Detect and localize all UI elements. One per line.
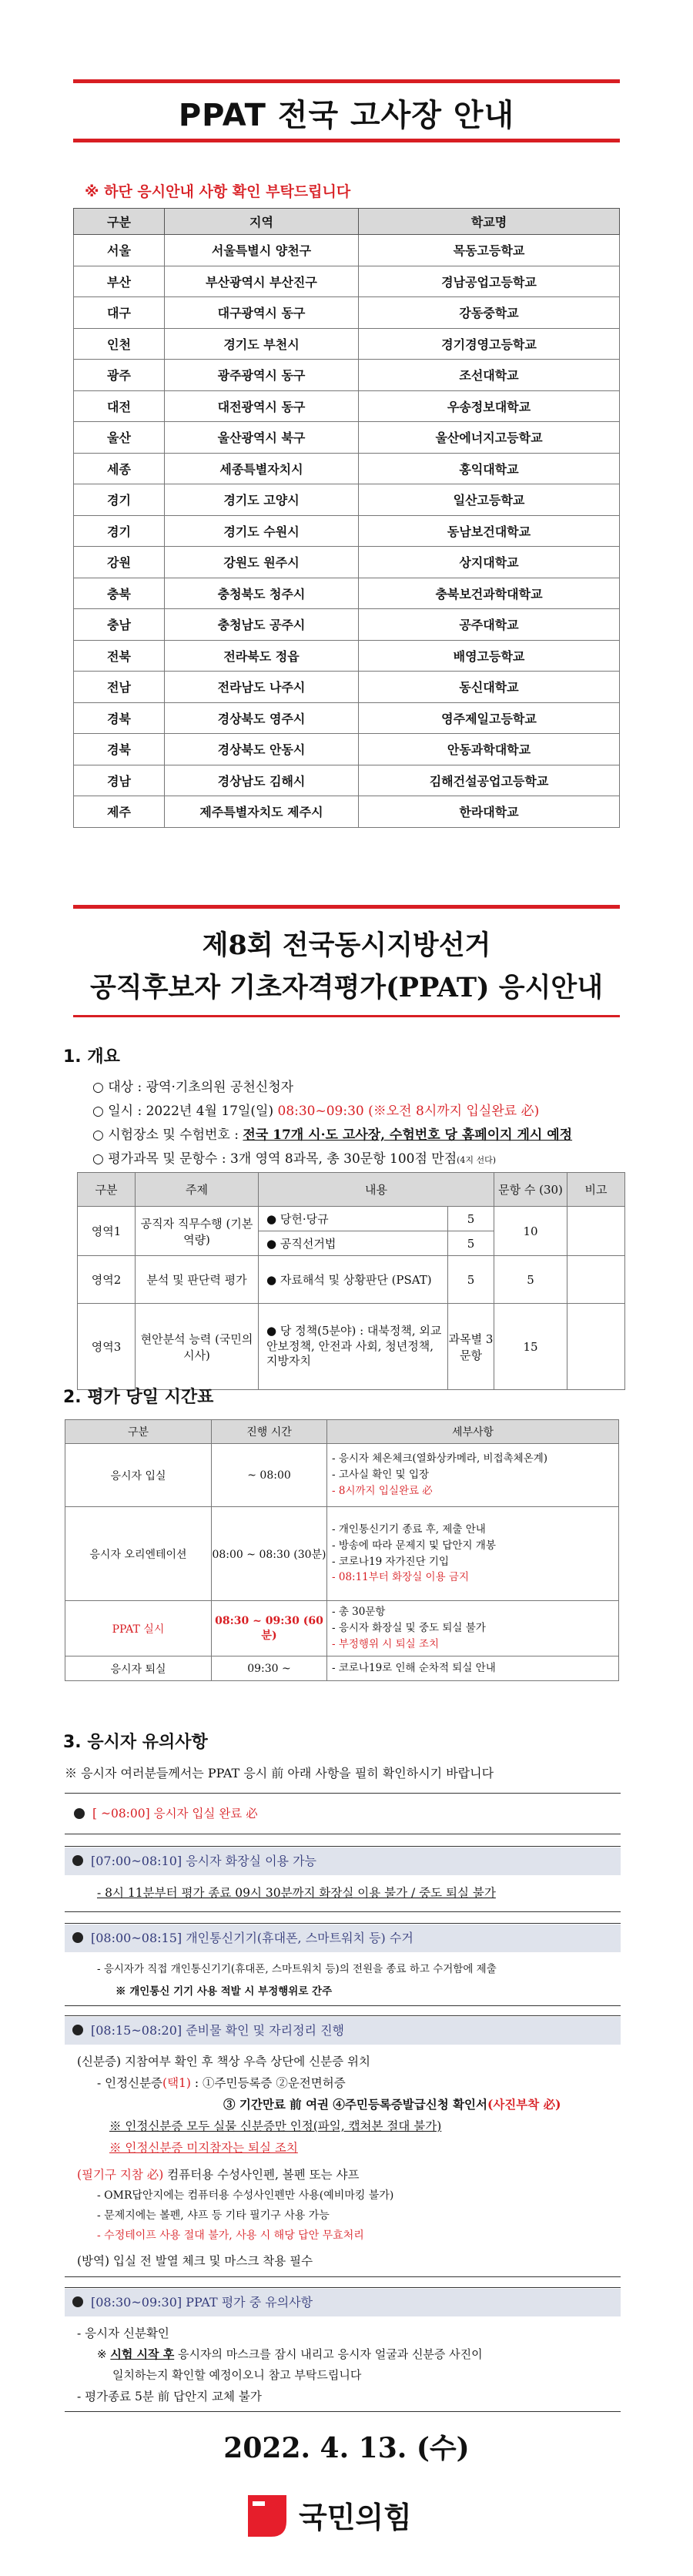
venue-area: 세종특별자치시 [165, 453, 359, 484]
section-2-heading: 2. 평가 당일 시간표 [63, 1388, 214, 1407]
t2-item-count: 과목별 3문항 [448, 1304, 494, 1390]
t2-topic: 분석 및 판단력 평가 [136, 1256, 259, 1304]
notice-box-4-l3-items: ③ 기간만료 前 여권 ④주민등록증발급신청 확인서 [223, 2097, 487, 2112]
venue-area: 전라남도 나주시 [165, 672, 359, 703]
notice-box-4-l2-label: - 인정신분증 [97, 2076, 163, 2090]
schedule-detail-line: - 응시자 체온체크(열화상카메라, 비접촉체온계) [332, 1452, 548, 1466]
table-row [65, 1444, 619, 1507]
venue-school: 한라대학교 [359, 796, 620, 828]
t3-header-label: 구분 [65, 1420, 212, 1444]
overview-venue-detail: 전국 17개 시·도 고사장, 수험번호 당 홈페이지 게시 예정 [243, 1127, 573, 1143]
t2-count: 10 [494, 1207, 567, 1256]
venue-region: 경기 [74, 515, 165, 547]
venue-school: 김해건설공업고등학교 [359, 765, 620, 796]
bullet-icon [72, 1932, 83, 1943]
venue-school: 상지대학교 [359, 547, 620, 578]
venue-school: 경남공업고등학교 [359, 266, 620, 297]
venue-area: 경상남도 김해시 [165, 765, 359, 796]
notice-box-4-l7: - OMR답안지에는 컴퓨터용 수성사인펜만 사용(예비마킹 불가) [97, 2189, 394, 2202]
table-row [74, 640, 620, 672]
top-red-rule [73, 79, 620, 83]
schedule-detail-line: - 응시자 화장실 및 중도 퇴실 불가 [332, 1622, 486, 1635]
notice-box-5-l2-emph: 시험 시작 후 [110, 2347, 175, 2361]
notice-box-2-sub: - 8시 11분부터 평가 종료 09시 30분까지 화장실 이용 불가 / 중도 퇴실 불가 [97, 1886, 496, 1900]
notice-box-1-line [74, 1804, 258, 1821]
notice-box-4-l4: ※ 인정신분증 모두 실물 신분증만 인정(파일, 캡쳐본 절대 불가) [109, 2119, 442, 2133]
schedule-label: 응시자 퇴실 [65, 1656, 212, 1681]
notice-box-3-head [65, 1924, 621, 1952]
notice-box-4-l3-note: (사진부착 必) [487, 2097, 561, 2112]
venue-school: 경기경영고등학교 [359, 328, 620, 360]
t2-area: 영역1 [78, 1207, 136, 1256]
t3-header-time: 진행 시간 [212, 1420, 327, 1444]
table-row [74, 578, 620, 609]
schedule-details [327, 1507, 619, 1601]
guide-title-line1: 제8회 전국동시지방선거 [202, 930, 491, 961]
venue-school: 조선대학교 [359, 360, 620, 391]
notice-box-2-title: [07:00~08:10] 응시자 화장실 이용 가능 [91, 1854, 317, 1868]
notice-intro: ※ 응시자 여러분들께서는 PPAT 응시 前 아래 사항을 필히 확인하시기 바랍니다 [65, 1766, 494, 1780]
bullet-icon [72, 1855, 83, 1866]
overview-target: ○ 대상 : 광역·기초의원 공천신청자 [92, 1080, 294, 1095]
party-logo [239, 2489, 470, 2546]
t2-count: 5 [494, 1256, 567, 1304]
t2-note [567, 1304, 625, 1390]
notice-box-4-l2 [97, 2074, 346, 2091]
table-row [74, 484, 620, 516]
venue-region: 경북 [74, 734, 165, 765]
schedule-detail-line: - 고사실 확인 및 입장 [332, 1469, 430, 1482]
schedule-time: 08:00 ~ 08:30 (30분) [212, 1507, 327, 1601]
venue-school: 동남보건대학교 [359, 515, 620, 547]
notice-box-5-l2 [97, 2346, 483, 2362]
venue-region: 전남 [74, 672, 165, 703]
schedule-table [65, 1419, 619, 1681]
venue-area: 전라북도 정읍 [165, 640, 359, 672]
table-row [74, 702, 620, 734]
venue-school: 강동중학교 [359, 297, 620, 329]
t2-count: 15 [494, 1304, 567, 1390]
schedule-details [327, 1444, 619, 1507]
notice-text: ※ 하단 응시안내 사항 확인 부탁드립니다 [85, 183, 351, 200]
notice-box-4-l1: (신분증) 지참여부 확인 후 책상 우측 상단에 신분증 위치 [77, 2055, 370, 2069]
schedule-detail-warning: - 8시까지 입실완료 必 [332, 1484, 433, 1497]
bullet-icon [72, 2296, 83, 2307]
notice-box-4-l10: (방역) 입실 전 발열 체크 및 마스크 착용 필수 [77, 2254, 313, 2268]
table-row [74, 266, 620, 297]
venue-region: 울산 [74, 422, 165, 454]
venue-area: 울산광역시 북구 [165, 422, 359, 454]
table-row [74, 360, 620, 391]
notice-box-3-sub1: - 응시자가 직접 개인통신기기(휴대폰, 스마트워치 등)의 전원을 종료 하고 수거함에 제출 [97, 1963, 497, 1975]
page-title: PPAT 전국 고사장 안내 [178, 98, 515, 133]
t2-topic: 현안분석 능력 (국민의 시사) [136, 1304, 259, 1390]
venue-school: 안동과학대학교 [359, 734, 620, 765]
venue-region: 대구 [74, 297, 165, 329]
venue-region: 경북 [74, 702, 165, 734]
bullet-icon [72, 2025, 83, 2035]
venue-school: 우송정보대학교 [359, 390, 620, 422]
venue-school: 동신대학교 [359, 672, 620, 703]
notice-box-2-head [65, 1847, 621, 1875]
venue-school: 영주제일고등학교 [359, 702, 620, 734]
t2-header-count: 문항 수 (30) [494, 1173, 567, 1207]
schedule-detail-warning: - 08:11부터 화장실 이용 금지 [332, 1571, 470, 1584]
t2-item-count: 5 [448, 1231, 494, 1256]
notice-box-4-l8: - 문제지에는 볼펜, 샤프 등 기타 필기구 사용 가능 [97, 2209, 330, 2222]
notice-box-5-l1: - 응시자 신분확인 [77, 2326, 169, 2340]
schedule-time: 08:30 ~ 09:30 (60분) [212, 1601, 327, 1656]
venue-school: 충북보건과학대학교 [359, 578, 620, 609]
notice-box-5-l2-text: 응시자의 마스크를 잠시 내리고 응시자 얼굴과 신분증 사진이 [174, 2347, 483, 2361]
logo-mark-cutout [253, 2501, 265, 2506]
notice-box-4-l2-choice: (택1) [162, 2076, 191, 2090]
venue-region: 제주 [74, 796, 165, 828]
notice-box-4-l3 [223, 2095, 561, 2112]
venue-school: 울산에너지고등학교 [359, 422, 620, 454]
t2-topic: 공직자 직무수행 (기본 역량) [136, 1207, 259, 1256]
venue-school: 배영고등학교 [359, 640, 620, 672]
venue-region: 경남 [74, 765, 165, 796]
venue-area: 경상북도 안동시 [165, 734, 359, 765]
table-row [74, 453, 620, 484]
notice-box-4-l2-items: : ①주민등록증 ②운전면허증 [190, 2076, 346, 2090]
notice-box-4-head [65, 2017, 621, 2045]
venue-region: 서울 [74, 235, 165, 266]
party-logo-graphic [239, 2489, 470, 2543]
t2-note [567, 1256, 625, 1304]
schedule-detail-line: - 코로나19로 인해 순차적 퇴실 안내 [332, 1662, 496, 1675]
t2-item-count: 5 [448, 1256, 494, 1304]
venue-area: 광주광역시 동구 [165, 360, 359, 391]
venue-region: 충북 [74, 578, 165, 609]
schedule-label: 응시자 입실 [65, 1444, 212, 1507]
overview-date-time: 08:30~09:30 (※오전 8시까지 입실완료 必) [277, 1104, 540, 1119]
t2-item: ● 당 정책(5분야) : 대북정책, 외교안보정책, 안전과 사회, 청년정책, 지방자치 [259, 1304, 448, 1390]
t2-header-topic: 주제 [136, 1173, 259, 1207]
section-3-heading: 3. 응시자 유의사항 [63, 1733, 208, 1752]
venue-area: 충청남도 공주시 [165, 609, 359, 641]
schedule-label: PPAT 실시 [65, 1601, 212, 1656]
logo-text: 국민의힘 [299, 2501, 412, 2534]
schedule-time: ~ 08:00 [212, 1444, 327, 1507]
guide-bottom-rule [73, 1015, 620, 1017]
notice-box-3-title: [08:00~08:15] 개인통신기기(휴대폰, 스마트워치 등) 수거 [91, 1931, 413, 1945]
venue-area: 대전광역시 동구 [165, 390, 359, 422]
venue-header-2: 학교명 [359, 209, 620, 235]
venue-region: 대전 [74, 390, 165, 422]
table-row [74, 235, 620, 266]
venue-school: 목동고등학교 [359, 235, 620, 266]
guide-title-line2: 공직후보자 기초자격평가(PPAT) 응시안내 [89, 972, 604, 1003]
table-row [74, 390, 620, 422]
venue-header-0: 구분 [74, 209, 165, 235]
venue-region: 부산 [74, 266, 165, 297]
venue-region: 세종 [74, 453, 165, 484]
venue-school: 홍익대학교 [359, 453, 620, 484]
overview-date-label: ○ 일시 : 2022년 4월 17일(일) [92, 1104, 278, 1119]
title-red-rule [73, 139, 620, 142]
venue-region: 충남 [74, 609, 165, 641]
t2-area: 영역2 [78, 1256, 136, 1304]
venue-region: 인천 [74, 328, 165, 360]
notice-box-4-l6-text: 컴퓨터용 수성사인펜, 볼펜 또는 샤프 [163, 2168, 360, 2182]
venue-area: 부산광역시 부산진구 [165, 266, 359, 297]
notice-box-3-sub2: ※ 개인통신 기기 사용 적발 시 부정행위로 간주 [116, 1985, 333, 1998]
notice-box-4-l6 [77, 2166, 360, 2182]
schedule-detail-line: - 총 30문항 [332, 1606, 386, 1619]
notice-box-5-head [65, 2289, 621, 2316]
schedule-details [327, 1601, 619, 1656]
notice-box-5-l3: 일치하는지 확인할 예정이오니 참고 부탁드립니다 [112, 2368, 362, 2382]
schedule-detail-line: - 코로나19 자가진단 기입 [332, 1555, 449, 1568]
venue-school: 일산고등학교 [359, 484, 620, 516]
table-row [65, 1507, 619, 1601]
notice-box-4-l9: - 수정테이프 사용 절대 불가, 사용 시 해당 답안 무효처리 [97, 2229, 364, 2242]
venue-area: 경기도 고양시 [165, 484, 359, 516]
venue-area: 대구광역시 동구 [165, 297, 359, 329]
venue-area: 강원도 원주시 [165, 547, 359, 578]
venue-area: 충청북도 청주시 [165, 578, 359, 609]
table-row [74, 422, 620, 454]
venue-region: 광주 [74, 360, 165, 391]
overview-subjects-main: ○ 평가과목 및 문항수 : 3개 영역 8과목, 총 30문항 100점 만점 [92, 1151, 457, 1167]
guide-top-rule [73, 905, 620, 909]
venue-area: 서울특별시 양천구 [165, 235, 359, 266]
schedule-time: 09:30 ~ [212, 1656, 327, 1681]
schedule-detail-warning: - 부정행위 시 퇴실 조치 [332, 1637, 440, 1650]
venue-school: 공주대학교 [359, 609, 620, 641]
venue-area: 경기도 수원시 [165, 515, 359, 547]
schedule-label: 응시자 오리엔테이션 [65, 1507, 212, 1601]
venue-region: 전북 [74, 640, 165, 672]
issue-date: 2022. 4. 13. (수) [223, 2432, 470, 2464]
t2-item: ● 자료해석 및 상황판단 (PSAT) [259, 1256, 448, 1304]
notice-box-5-title: [08:30~09:30] PPAT 평가 중 유의사항 [91, 2295, 313, 2310]
venue-area: 경상북도 영주시 [165, 702, 359, 734]
t2-note [567, 1207, 625, 1256]
schedule-details [327, 1656, 619, 1681]
overview-venue [92, 1124, 572, 1143]
t2-header-content: 내용 [259, 1173, 494, 1207]
schedule-detail-line: - 개인통신기기 종료 후, 제출 안내 [332, 1522, 486, 1536]
t2-item-count: 5 [448, 1207, 494, 1231]
t2-item: ● 당헌·당규 [259, 1207, 448, 1231]
notice-box-5-l4: - 평가종료 5분 前 답안지 교체 불가 [77, 2390, 262, 2403]
table-row [74, 328, 620, 360]
notice-box-4-title: [08:15~08:20] 준비물 확인 및 자리정리 진행 [91, 2023, 345, 2038]
t2-header-area: 구분 [78, 1173, 136, 1207]
t2-header-note: 비고 [567, 1173, 625, 1207]
venue-table [73, 208, 620, 828]
table-row [74, 765, 620, 796]
bullet-icon [74, 1808, 85, 1819]
table-row [74, 547, 620, 578]
table-row [74, 796, 620, 828]
table-row [74, 734, 620, 765]
venue-area: 제주특별자치도 제주시 [165, 796, 359, 828]
overview-subjects [92, 1147, 496, 1167]
notice-box-5-l2-mark: ※ [97, 2347, 111, 2361]
table-row [65, 1656, 619, 1681]
notice-box-1-text: [ ~08:00] 응시자 입실 완료 必 [92, 1807, 258, 1821]
subject-table [77, 1172, 625, 1390]
table-row [65, 1601, 619, 1656]
table-row [74, 672, 620, 703]
section-1-heading: 1. 개요 [63, 1047, 120, 1067]
notice-box-4-l6-label: (필기구 지참 必) [77, 2168, 164, 2182]
table-row [74, 515, 620, 547]
t2-item: ● 공직선거법 [259, 1231, 448, 1256]
notice-box-4-l5: ※ 인정신분증 미지참자는 퇴실 조치 [109, 2141, 298, 2155]
t3-header-details: 세부사항 [327, 1420, 619, 1444]
table-row [74, 297, 620, 329]
venue-area: 경기도 부천시 [165, 328, 359, 360]
venue-region: 경기 [74, 484, 165, 516]
overview-venue-label: ○ 시험장소 및 수험번호 : [92, 1127, 243, 1143]
venue-header-1: 지역 [165, 209, 359, 235]
overview-subjects-note: (4지 선다) [457, 1155, 497, 1165]
overview-date [92, 1100, 539, 1119]
table-row [74, 609, 620, 641]
t2-area: 영역3 [78, 1304, 136, 1390]
schedule-detail-line: - 방송에 따라 문제지 및 답안지 개봉 [332, 1539, 496, 1552]
venue-region: 강원 [74, 547, 165, 578]
